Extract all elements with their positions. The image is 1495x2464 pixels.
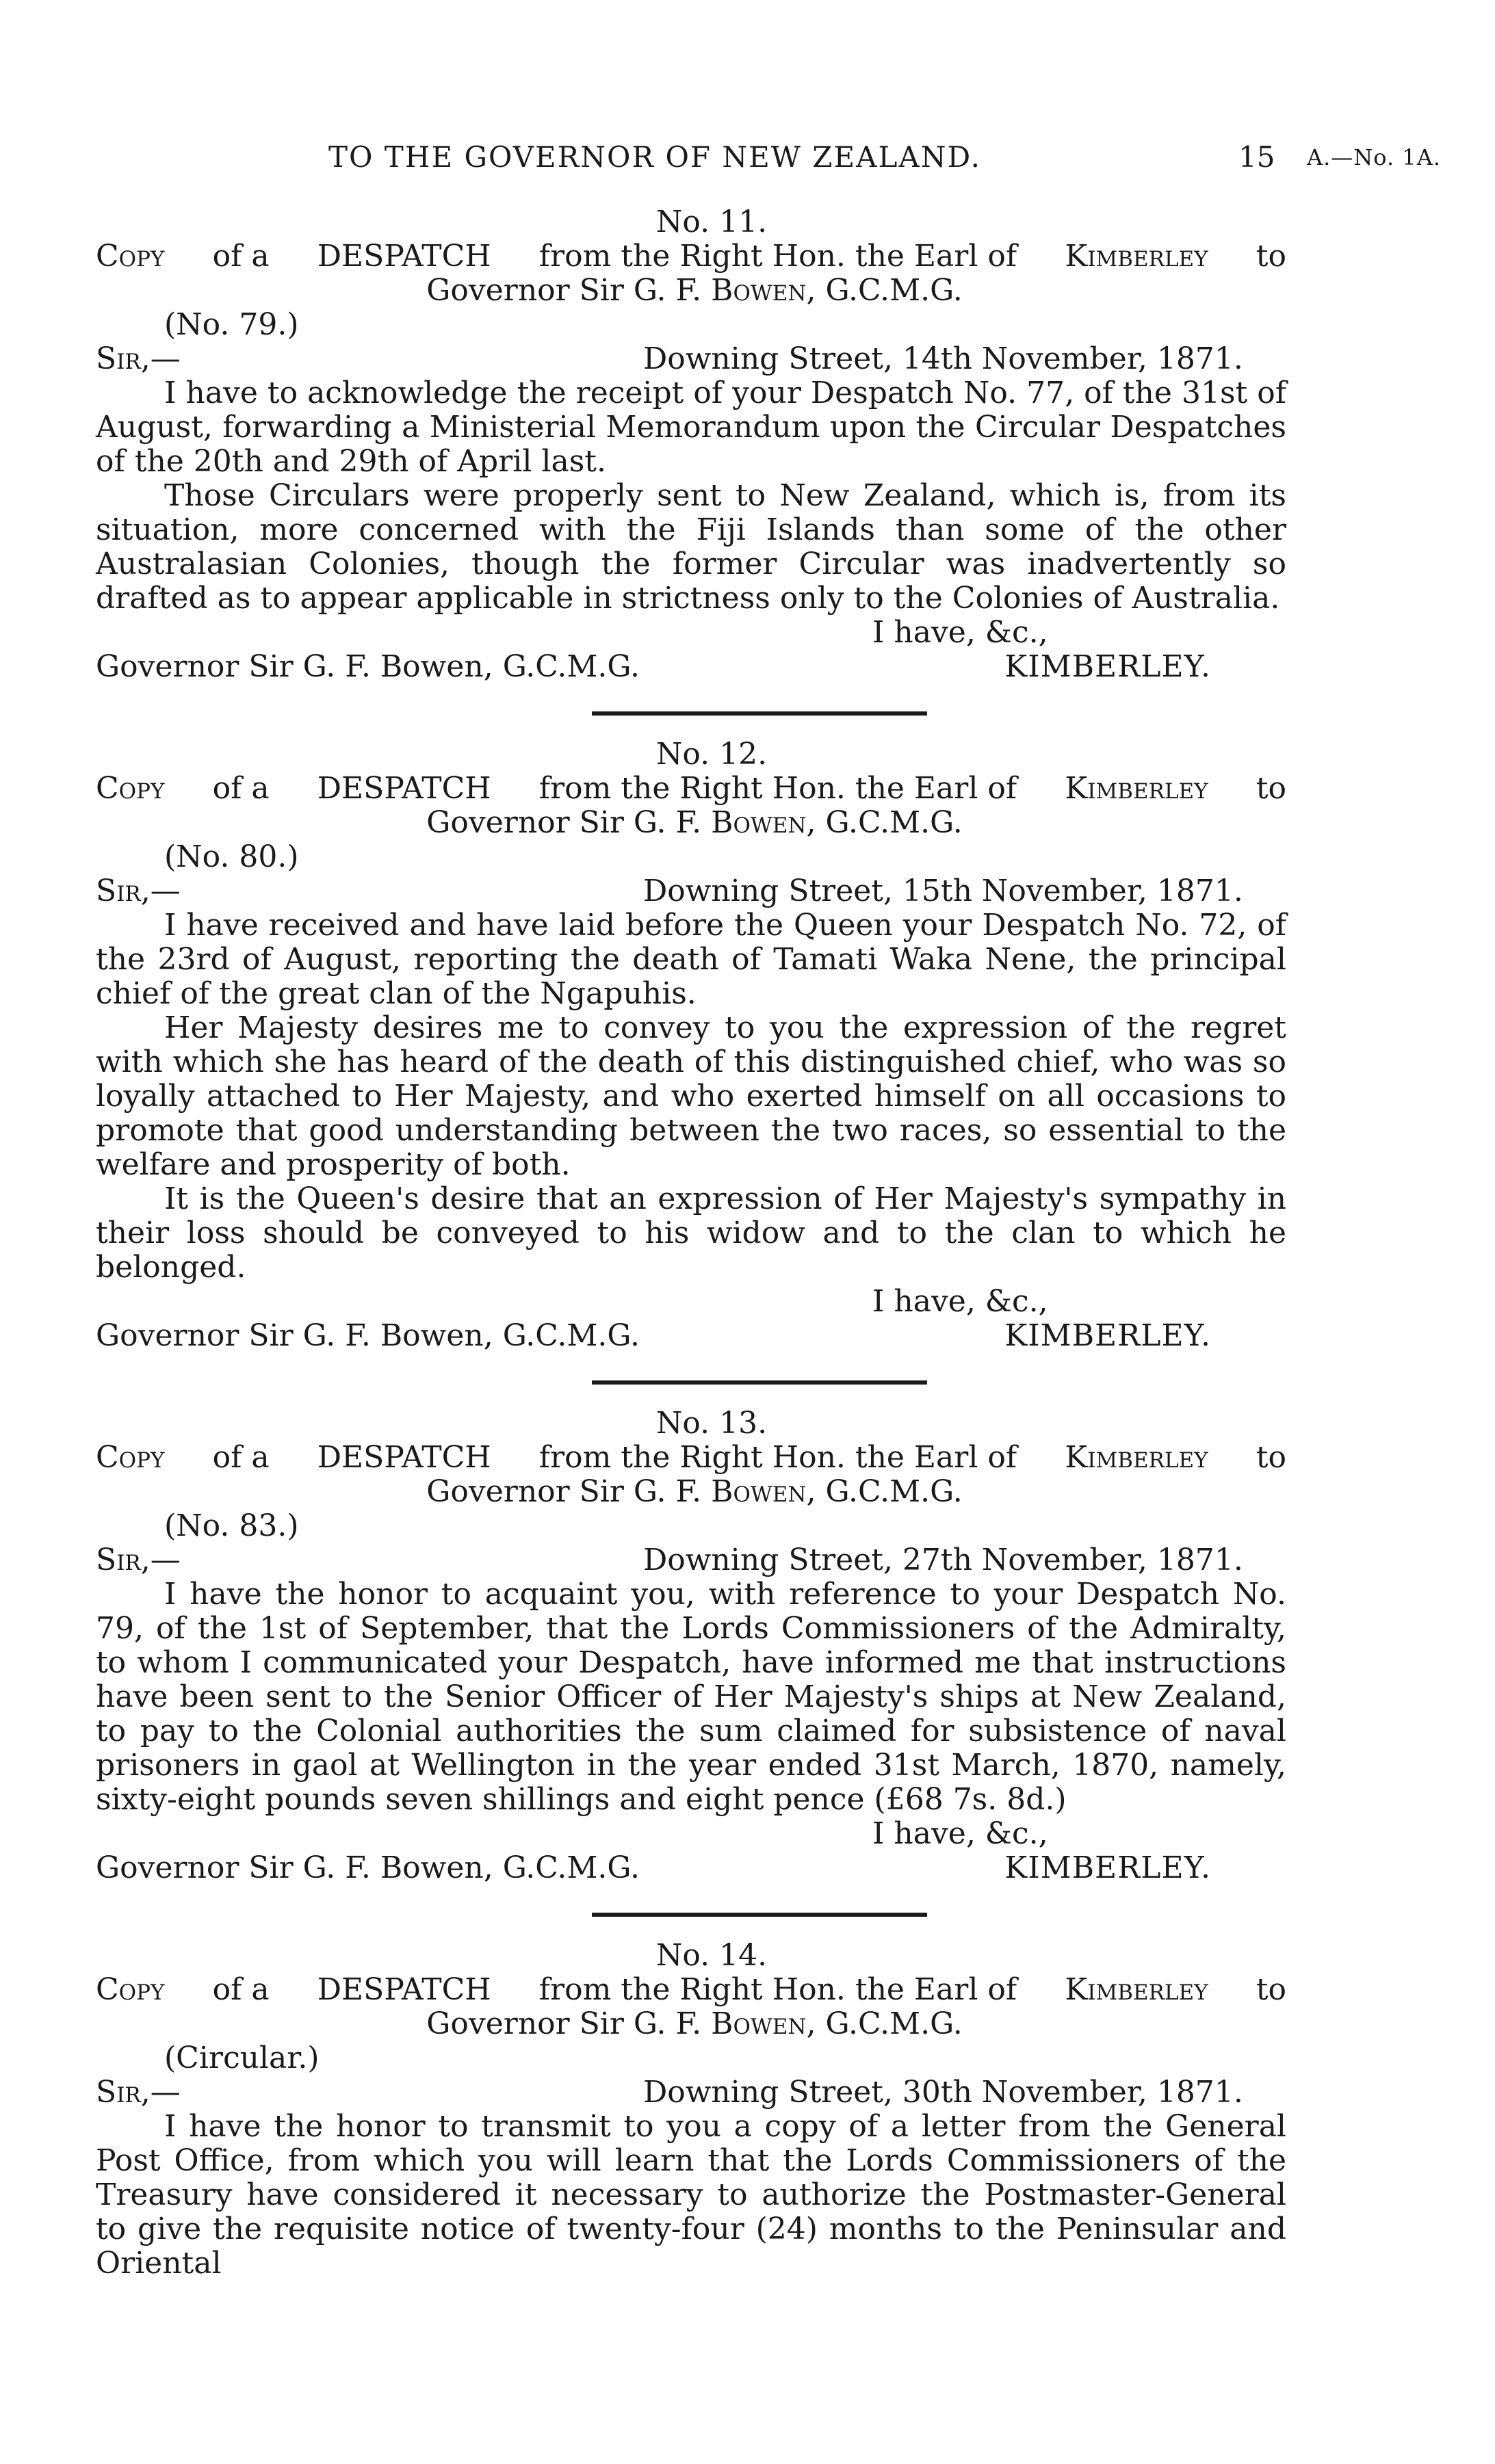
page-body: [96, 205, 1286, 2281]
signature: KIMBERLEY.: [1004, 1850, 1211, 1885]
running-header: [0, 140, 1495, 181]
governor-line: [96, 2007, 1286, 2041]
signoff-row: [96, 1319, 1286, 1353]
paragraph: Those Circulars were properly sent to New Zealand, which is, from its situation, more concerned with the Fiji Islands than some of the other Australasian Colonies, though the former Circular was inadvertently so drafted as to appear applicable in strictness only to the Colonies of Australia.: [96, 478, 1286, 616]
despatch-ref-number: (No. 83.): [164, 1508, 299, 1543]
heading-from: from the Right Hon. the Earl of: [538, 771, 1017, 806]
heading-earl: Kimberley: [1065, 1972, 1208, 2007]
heading-to: to: [1256, 1972, 1286, 2007]
despatch-14: [96, 1939, 1286, 2281]
despatch-12: [96, 737, 1286, 1353]
governor-suffix: , G.C.M.G.: [806, 805, 963, 840]
governor-line: [96, 274, 1286, 308]
heading-copy: Copy: [96, 1972, 165, 2007]
paper-reference: A.—No. 1A.: [1307, 144, 1441, 170]
heading-despatch: DESPATCH: [317, 1972, 491, 2007]
dateline: Downing Street, 14th November, 1871.: [643, 341, 1243, 376]
despatch-13: [96, 1406, 1286, 1885]
heading-copy: Copy: [96, 1440, 165, 1475]
salutation-row: [96, 1543, 1286, 1577]
despatch-heading: [96, 1973, 1286, 2007]
despatch-heading: [96, 1441, 1286, 1475]
governor-line: [96, 1475, 1286, 1509]
despatch-ref-number: (Circular.): [164, 2041, 320, 2075]
despatch-number: No. 13.: [655, 1406, 768, 1441]
signoff-row: [96, 650, 1286, 684]
addressee: Governor Sir G. F. Bowen, G.C.M.G.: [96, 649, 640, 684]
heading-copy: Copy: [96, 771, 165, 806]
heading-earl: Kimberley: [1065, 1440, 1208, 1475]
heading-of-a: of a: [212, 1440, 270, 1475]
dateline: Downing Street, 30th November, 1871.: [643, 2075, 1243, 2110]
heading-to: to: [1256, 239, 1286, 274]
addressee: Governor Sir G. F. Bowen, G.C.M.G.: [96, 1850, 640, 1885]
heading-to: to: [1256, 1440, 1286, 1475]
despatch-heading: [96, 772, 1286, 806]
salutation: Sir,—: [96, 1543, 181, 1577]
governor-suffix: , G.C.M.G.: [806, 2006, 963, 2041]
closing: I have, &c.,: [872, 1816, 1048, 1851]
paragraph: Her Majesty desires me to convey to you the expression of the regret with which she has heard of the death of this distinguished chief, who was so loyally attached to Her Majesty, and who exerted himself on all occasions to promote that good understanding between the two races, so essential to the welfare and prosperity of both.: [96, 1010, 1286, 1182]
despatch-ref-number: (No. 80.): [164, 839, 299, 874]
dateline: Downing Street, 15th November, 1871.: [643, 874, 1243, 908]
governor-name: Bowen: [711, 1474, 807, 1509]
page-number: 15: [1238, 140, 1275, 174]
salutation-row: [96, 342, 1286, 376]
addressee: Governor Sir G. F. Bowen, G.C.M.G.: [96, 1318, 640, 1353]
heading-despatch: DESPATCH: [317, 1440, 491, 1475]
salutation: Sir,—: [96, 2075, 181, 2110]
paragraph: It is the Queen's desire that an expression of Her Majesty's sympathy in their loss should be conveyed to his widow and to the clan to which he belonged.: [96, 1181, 1286, 1285]
heading-from: from the Right Hon. the Earl of: [538, 1972, 1017, 2007]
paragraph: I have the honor to acquaint you, with reference to your Despatch No. 79, of the 1st of September, that the Lords Commissioners of the Admiralty, to whom I communicated your Despatch, have informed me that instructions have been sent to the Senior Officer of Her Majesty's ships at New Zealand, to pay to the Colonial authorities the sum claimed for subsistence of naval prisoners in gaol at Wellington in the year ended 31st March, 1870, namely, sixty-eight pounds seven shillings and eight pence (£68 7s. 8d.): [96, 1577, 1286, 1817]
heading-despatch: DESPATCH: [317, 239, 491, 274]
section-divider: [592, 1380, 927, 1385]
running-title: TO THE GOVERNOR OF NEW ZEALAND.: [328, 140, 981, 174]
heading-earl: Kimberley: [1065, 239, 1208, 274]
governor-line: [96, 806, 1286, 840]
heading-earl: Kimberley: [1065, 771, 1208, 806]
despatch-number: No. 12.: [655, 737, 768, 772]
despatch-ref-number: (No. 79.): [164, 307, 299, 342]
despatch-heading: [96, 239, 1286, 274]
governor-prefix: Governor Sir G. F.: [426, 805, 702, 840]
heading-despatch: DESPATCH: [317, 771, 491, 806]
heading-from: from the Right Hon. the Earl of: [538, 1440, 1017, 1475]
governor-prefix: Governor Sir G. F.: [426, 1474, 702, 1509]
heading-from: from the Right Hon. the Earl of: [538, 239, 1017, 274]
heading-of-a: of a: [212, 1972, 270, 2007]
despatch-11: [96, 205, 1286, 684]
governor-prefix: Governor Sir G. F.: [426, 2006, 702, 2041]
closing: I have, &c.,: [872, 615, 1048, 650]
heading-to: to: [1256, 771, 1286, 806]
salutation: Sir,—: [96, 874, 181, 908]
section-divider: [592, 711, 927, 716]
dateline: Downing Street, 27th November, 1871.: [643, 1543, 1243, 1577]
salutation-row: [96, 874, 1286, 908]
heading-of-a: of a: [212, 239, 270, 274]
heading-copy: Copy: [96, 239, 165, 274]
section-divider: [592, 1913, 927, 1917]
governor-suffix: , G.C.M.G.: [806, 1474, 963, 1509]
governor-name: Bowen: [711, 2006, 807, 2041]
paragraph: I have received and have laid before the Queen your Despatch No. 72, of the 23rd of August, reporting the death of Tamati Waka Nene, the principal chief of the great clan of the Ngapuhis.: [96, 908, 1286, 1011]
signoff-row: [96, 1851, 1286, 1885]
governor-prefix: Governor Sir G. F.: [426, 273, 702, 308]
governor-suffix: , G.C.M.G.: [806, 273, 963, 308]
despatch-number: No. 14.: [655, 1938, 768, 1973]
governor-name: Bowen: [711, 805, 807, 840]
paragraph: I have the honor to transmit to you a copy of a letter from the General Post Office, from which you will learn that the Lords Commissioners of the Treasury have considered it necessary to authorize the Postmaster-General to give the requisite notice of twenty-four (24) months to the Peninsular and Oriental: [96, 2109, 1286, 2281]
signature: KIMBERLEY.: [1004, 649, 1211, 684]
salutation-row: [96, 2075, 1286, 2110]
heading-of-a: of a: [212, 771, 270, 806]
paragraph: I have to acknowledge the receipt of your Despatch No. 77, of the 31st of August, forwarding a Ministerial Memorandum upon the Circular Despatches of the 20th and 29th of April last.: [96, 376, 1286, 479]
despatch-number: No. 11.: [655, 205, 768, 239]
governor-name: Bowen: [711, 273, 807, 308]
closing: I have, &c.,: [872, 1284, 1048, 1319]
salutation: Sir,—: [96, 341, 181, 376]
signature: KIMBERLEY.: [1004, 1318, 1211, 1353]
